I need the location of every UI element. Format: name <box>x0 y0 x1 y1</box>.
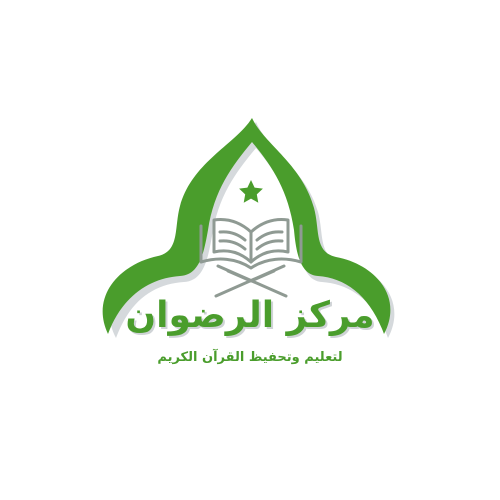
logo-subtitle: لتعليم وتحفيظ القرآن الكريم <box>157 350 343 365</box>
open-quran-on-stand-icon <box>201 220 301 297</box>
logo-title: مركز الرضوان <box>125 295 375 336</box>
star-icon <box>239 180 263 203</box>
